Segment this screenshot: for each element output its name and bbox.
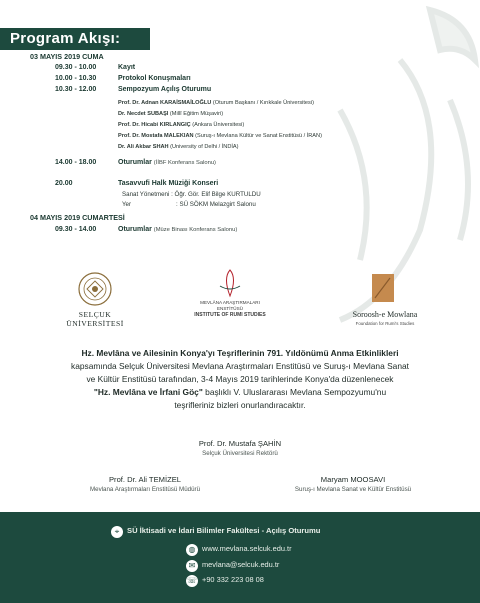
- logo-strip: [0, 262, 480, 342]
- invitation-line: "Hz. Mevlâna ve İrfani Göç" başlıklı V. Uluslararası Mevlana Sempozyumu'nu: [93, 387, 387, 397]
- schedule-time: 09.30 - 14.00: [55, 226, 97, 233]
- signatory-name: Prof. Dr. Mustafa ŞAHİN: [198, 439, 282, 448]
- schedule-event: Oturumlar (İİBF Konferans Salonu): [118, 159, 216, 166]
- concert-director: Sanat Yönetmeni : Öğr. Gör. Elif Bilge KURTULDU: [122, 191, 261, 198]
- invitation-line: kapsamında Selçuk Üniversitesi Mevlana Araştırmaları Enstitüsü ve Suruş-ı Mevlana Sanat: [71, 361, 409, 371]
- speaker-affiliation: (Millî Eğitim Müşaviri): [169, 111, 224, 117]
- schedule-event: Kayıt: [118, 64, 136, 71]
- program-header: [0, 28, 150, 50]
- globe-icon: ◍: [186, 544, 198, 556]
- soroosh-logo: [370, 272, 396, 304]
- speaker-name: Prof. Dr. Hicabi KIRLANGIÇ: [118, 122, 191, 128]
- schedule-note: (Müze Binası Konferans Salonu): [153, 227, 238, 233]
- soroosh-name: Soroosh-e Mowlana: [352, 310, 418, 319]
- schedule-time: 10.00 - 10.30: [55, 75, 97, 82]
- schedule-event: Protokol Konuşmaları: [118, 75, 191, 82]
- schedule-time: 20.00: [55, 180, 73, 187]
- footer-email-row: [0, 560, 480, 574]
- footer-website[interactable]: www.mevlana.selcuk.edu.tr: [202, 544, 292, 553]
- speaker-affiliation: (University of Delhi / İNDİA): [170, 144, 239, 150]
- signature-director: [60, 475, 230, 493]
- concert-place: : SÜ SÖKM Melazgirt Salonu: [176, 201, 256, 208]
- rumi-institute-logo: [215, 268, 245, 298]
- day2-label: 04 MAYIS 2019 CUMARTESİ: [30, 213, 125, 222]
- selcuk-seal-logo: [78, 272, 112, 306]
- day1-label: 03 MAYIS 2019 CUMA: [30, 52, 104, 61]
- schedule-time: 09.30 - 10.00: [55, 64, 97, 71]
- mail-icon: ✉: [186, 560, 198, 572]
- speaker-row: [118, 100, 314, 106]
- signatory-name: Maryam MOOSAVI: [320, 475, 386, 484]
- speaker-name: Dr. Necdet SUBAŞI: [118, 111, 169, 117]
- schedule-event: Sempozyum Açılış Oturumu: [118, 86, 212, 93]
- speaker-row: [118, 144, 239, 150]
- speaker-name: Prof. Dr. Mostafa MALEKIAN: [118, 133, 194, 139]
- invitation-heading: Hz. Mevlâna ve Ailesinin Konya'yı Teşriflerinin 791. Yıldönümü Anma Etkinlikleri: [81, 348, 399, 358]
- schedule-time: 10.30 - 12.00: [55, 86, 97, 93]
- speaker-row: [118, 133, 322, 139]
- phone-icon: ☏: [186, 576, 197, 585]
- speaker-row: [118, 122, 244, 128]
- footer-phone[interactable]: +90 332 223 08 08: [202, 575, 264, 584]
- signatory-name: Prof. Dr. Ali TEMİZEL: [108, 475, 182, 484]
- rumi-institute-text: MEVLÂNA ARAŞTIRMALARI ENSTİTÜSÜ INSTITUTE OF RUMI STUDIES: [194, 300, 266, 318]
- signatory-role: Mevlana Araştırmaları Enstitüsü Müdürü: [89, 486, 201, 493]
- speaker-affiliation: (Ankara Üniversitesi): [192, 122, 245, 128]
- selcuk-name: SELÇUK ÜNİVERSİTESİ: [66, 310, 124, 328]
- speaker-name: Dr. Ali Akbar SHAH: [118, 144, 169, 150]
- location-icon: ⌖: [111, 526, 123, 538]
- symposium-title: "Hz. Mevlâna ve İrfani Göç": [93, 387, 203, 397]
- concert-place-label: Yer: [122, 201, 132, 208]
- footer-venue: SÜ İktisadi ve İdari Bilimler Fakültesi - Açılış Oturumu: [127, 526, 321, 535]
- signature-soroosh: [268, 475, 438, 493]
- invitation-line: ve Kültür Enstitüsü tarafından, 3-4 Mayıs 2019 tarihlerinde Konya'da düzenlenecek: [86, 374, 394, 384]
- footer-email[interactable]: mevlana@selcuk.edu.tr: [202, 560, 280, 569]
- invitation-text: [20, 347, 460, 412]
- footer-phone-row: [0, 575, 480, 589]
- footer: [0, 512, 480, 603]
- soroosh-subtitle: Foundation for Rumi's Studies: [355, 321, 415, 326]
- signature-rector: [165, 439, 315, 457]
- signatory-role: Suruş-ı Mevlana Sanat ve Kültür Enstitüsü: [294, 486, 412, 493]
- footer-web-row: [0, 544, 480, 558]
- speaker-affiliation: (Suruş-ı Mevlana Kültür ve Sanat Enstitüsü / İRAN): [195, 133, 322, 139]
- speaker-row: [118, 111, 223, 117]
- program-title: Program Akışı:: [10, 30, 121, 47]
- invitation-line: teşrifleriniz bizleri onurlandıracaktır.: [174, 400, 306, 410]
- footer-venue-row: [0, 526, 480, 540]
- concert-title: Tasavvufi Halk Müziği Konseri: [118, 180, 219, 187]
- schedule-note: (İİBF Konferans Salonu): [153, 160, 216, 166]
- schedule-event: Oturumlar (Müze Binası Konferans Salonu): [118, 226, 238, 233]
- signatory-role: Selçuk Üniversitesi Rektörü: [202, 450, 278, 457]
- speaker-affiliation: (Oturum Başkanı / Kırıkkale Üniversitesi): [212, 100, 314, 106]
- speaker-name: Prof. Dr. Adnan KARAİSMAİLOĞLU: [118, 100, 212, 106]
- schedule-time: 14.00 - 18.00: [55, 159, 97, 166]
